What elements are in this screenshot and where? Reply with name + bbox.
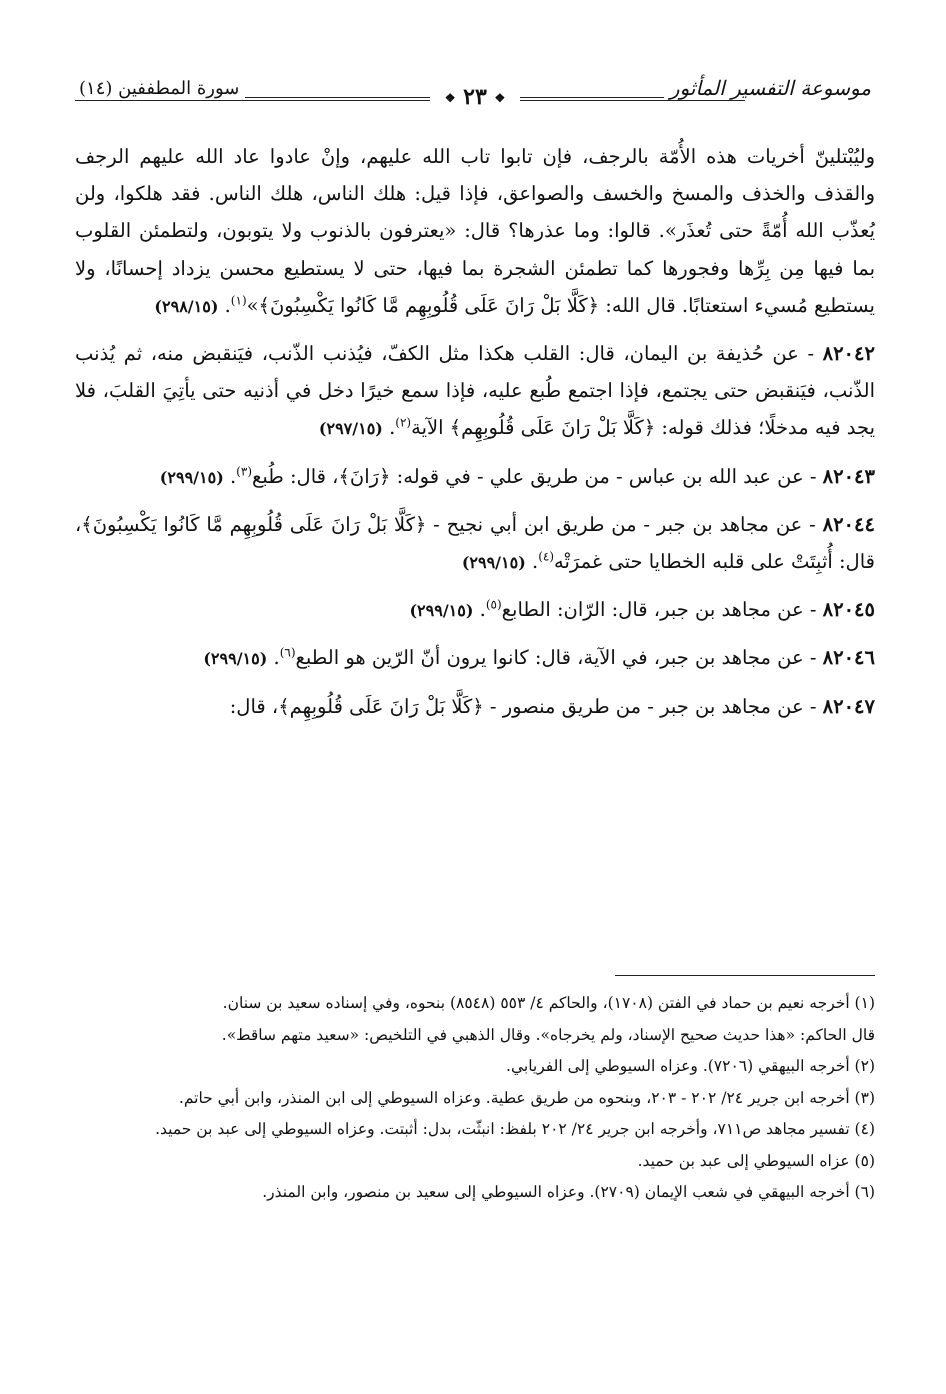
paragraph-text: عن مجاهد بن جبر، قال: الرّان: الطابع (501, 598, 804, 622)
paragraph: ٨٢٠٤٢ - عن حُذيفة بن اليمان، قال: القلب هكذا مثل الكفّ، فيُذنب الذّنب، فيَنقبض منه، ثم يُذنب الذّنب، فيَنقبض حتى يجتمع، فإذا اجتمع طُبع عليه، فإذا سمع خيرًا دخل في أذنيه حتى يأتِيَ القلبَ، فلا يجد فيه مدخلًا؛ فذلك قوله: ﴿كَلَّا بَلْ رَانَ عَلَى قُلُوبِهِم﴾ الآية$^{(٢)}$. (٢٩٧/١٥) (75, 342, 875, 440)
paragraph-text: عن مجاهد بن جبر - من طريق ابن أبي نجيح - ﴿كَلَّا بَلْ رَانَ عَلَى قُلُوبِهِم مَّا كَانُوا يَكْسِبُونَ﴾، قال: أُثبِتَتْ على قلبه الخطايا حتى غمرَتْه (75, 512, 875, 574)
footnote: (١) أخرجه نعيم بن حماد في الفتن (١٧٠٨)، والحاكم ٤/ ٥٥٣ (٨٥٤٨) بنحوه، وفي إسناده سعيد بن سنان. (222, 994, 875, 1012)
footnote: (٥) عزاه السيوطي إلى عبد بن حميد. (637, 1151, 875, 1170)
paragraph: ٨٢٠٤٥ - عن مجاهد بن جبر، قال: الرّان: الطابع$^{(٥)}$. (٢٩٩/١٥) (409, 597, 875, 622)
hadith-number: ٨٢٠٤٢ (822, 342, 875, 366)
main-text (75, 138, 875, 735)
page-number (430, 84, 520, 110)
footnote-marker: (١) (230, 293, 247, 308)
paragraph-text: عن مجاهد بن جبر، في الآية، قال: كانوا يرون أنّ الرّين هو الطبع (295, 646, 804, 670)
paragraph-text: وليُبْتلينّ أخريات هذه الأُمّة بالرجف، فإن تابوا تاب الله عليهم، وإنْ عادوا عاد الله عليهم الرجف والقذف والخذف والمسخ والخسف والصواعق، فإذا قيل: هلك الناس، هلك الناس. فقد هلكوا، ولن يُعذّب الله أُمّةً حتى تُعذَر». قالوا: وما عذرها؟ قال: «يعترفون بالذنوب ولا يتوبون، ولتطمئن القلوب بما فيها مِن بِرِّها وفجورها كما تطمئن الشجرة بما فيها، حتى لا يستطيع محسن يزداد إحسانًا، ولا يستطيع مُسيء استعتابًا. قال الله: ﴿كَلَّا بَلْ رَانَ عَلَى قُلُوبِهِم مَّا كَانُوا يَكْسِبُونَ﴾» (75, 145, 875, 317)
page-number-text: ٢٣ (463, 84, 487, 110)
volume-reference: (٢٩٩/١٥) (203, 649, 268, 669)
hadith-number: ٨٢٠٤٦ (822, 646, 875, 670)
volume-reference: (٢٩٧/١٥) (318, 419, 383, 439)
footnote-divider (615, 975, 875, 976)
footnote: (٤) تفسير مجاهد ص٧١١، وأخرجه ابن جرير ٢٤/ ٢٠٢ بلفظ: انبثّت، بدل: أثبتت. وعزاه السيوطي إلى عبد بن حميد. (155, 1120, 875, 1138)
paragraph: ٨٢٠٤٧ - عن مجاهد بن جبر - من طريق منصور - ﴿كَلَّا بَلْ رَانَ عَلَى قُلُوبِهِم﴾، قال: (229, 694, 875, 718)
hadith-number: ٨٢٠٤٤ (822, 512, 875, 536)
volume-reference: (٢٩٨/١٥) (154, 296, 219, 316)
footnote: (٣) أخرجه ابن جرير ٢٤/ ٢٠٢ - ٢٠٣، وبنحوه من طريق عطية. وعزاه السيوطي إلى ابن المنذر، وابن أبي حاتم. (178, 1088, 875, 1107)
surah-title: سورة المطففين (١٤) (75, 78, 245, 99)
hadith-number: ٨٢٠٤٣ (822, 464, 875, 488)
ornament-icon: ❖ (444, 91, 456, 105)
footnotes (75, 990, 875, 1211)
book-title: موسوعة التفسير المأثور (664, 76, 875, 100)
footnote-marker: (٢) (395, 415, 412, 430)
footnote-marker: (٥) (485, 597, 502, 612)
paragraph: ٨٢٠٤٦ - عن مجاهد بن جبر، في الآية، قال: كانوا يرون أنّ الرّين هو الطبع$^{(٦)}$. (٢٩٩/١٥) (203, 645, 875, 670)
paragraph: ٨٢٠٤٣ - عن عبد الله بن عباس - من طريق علي - في قوله: ﴿رَانَ﴾، قال: طُبع$^{(٣)}$. (٢٩٩/١٥) (159, 464, 875, 488)
footnote-marker: (٤) (538, 549, 555, 564)
ornament-icon: ❖ (494, 91, 506, 105)
paragraph: ٨٢٠٤٤ - عن مجاهد بن جبر - من طريق ابن أبي نجيح - ﴿كَلَّا بَلْ رَانَ عَلَى قُلُوبِهِم مَّا كَانُوا يَكْسِبُونَ﴾، قال: أُثبِتَتْ على قلبه الخطايا حتى غمرَتْه$^{(٤)}$. (٢٩٩/١٥) (75, 512, 875, 574)
volume-reference: (٢٩٩/١٥) (409, 601, 474, 621)
paragraph-text: عن عبد الله بن عباس - من طريق علي - في قوله: ﴿رَانَ﴾، قال: طُبع (252, 464, 804, 488)
paragraph-text: عن حُذيفة بن اليمان، قال: القلب هكذا مثل الكفّ، فيُذنب الذّنب، فيَنقبض منه، ثم يُذنب الذّنب، فيَنقبض حتى يجتمع، فإذا اجتمع طُبع عليه، فإذا سمع خيرًا دخل في أذنيه حتى يأتِيَ القلبَ، فلا يجد فيه مدخلًا؛ فذلك قوله: ﴿كَلَّا بَلْ رَانَ عَلَى قُلُوبِهِم﴾ الآية (75, 342, 875, 440)
footnote: (٢) أخرجه البيهقي (٧٢٠٦). وعزاه السيوطي إلى الفريابي. (506, 1057, 875, 1075)
footnote: قال الحاكم: «هذا حديث صحيح الإسناد، ولم يخرجاه». وقال الذهبي في التلخيص: «سعيد متهم ساقط». (221, 1025, 875, 1044)
hadith-number: ٨٢٠٤٧ (822, 694, 875, 718)
footnote: (٦) أخرجه البيهقي في شعب الإيمان (٢٧٠٩). وعزاه السيوطي إلى سعيد بن منصور، وابن المنذر. (262, 1183, 875, 1201)
page-header (75, 78, 875, 122)
volume-reference: (٢٩٩/١٥) (159, 467, 224, 487)
footnote-marker: (٦) (279, 645, 296, 660)
paragraph-text: عن مجاهد بن جبر - من طريق منصور - ﴿كَلَّا بَلْ رَانَ عَلَى قُلُوبِهِم﴾، قال: (229, 694, 804, 718)
volume-reference: (٢٩٩/١٥) (461, 553, 526, 573)
footnote-marker: (٣) (236, 464, 252, 479)
hadith-number: ٨٢٠٤٥ (822, 598, 875, 622)
paragraph: وليُبْتلينّ أخريات هذه الأُمّة بالرجف، فإن تابوا تاب الله عليهم، وإنْ عادوا عاد الله عليهم الرجف والقذف والخذف والمسخ والخسف والصواعق، فإذا قيل: هلك الناس، هلك الناس. فقد هلكوا، ولن يُعذّب الله أُمّةً حتى تُعذَر». قالوا: وما عذرها؟ قال: «يعترفون بالذنوب ولا يتوبون، ولتطمئن القلوب بما فيها مِن بِرِّها وفجورها كما تطمئن الشجرة بما فيها، حتى لا يستطيع محسن يزداد إحسانًا، ولا يستطيع مُسيء استعتابًا. قال الله: ﴿كَلَّا بَلْ رَانَ عَلَى قُلُوبِهِم مَّا كَانُوا يَكْسِبُونَ﴾»$^{(١)}$. (٢٩٨/١٥) (75, 145, 875, 317)
